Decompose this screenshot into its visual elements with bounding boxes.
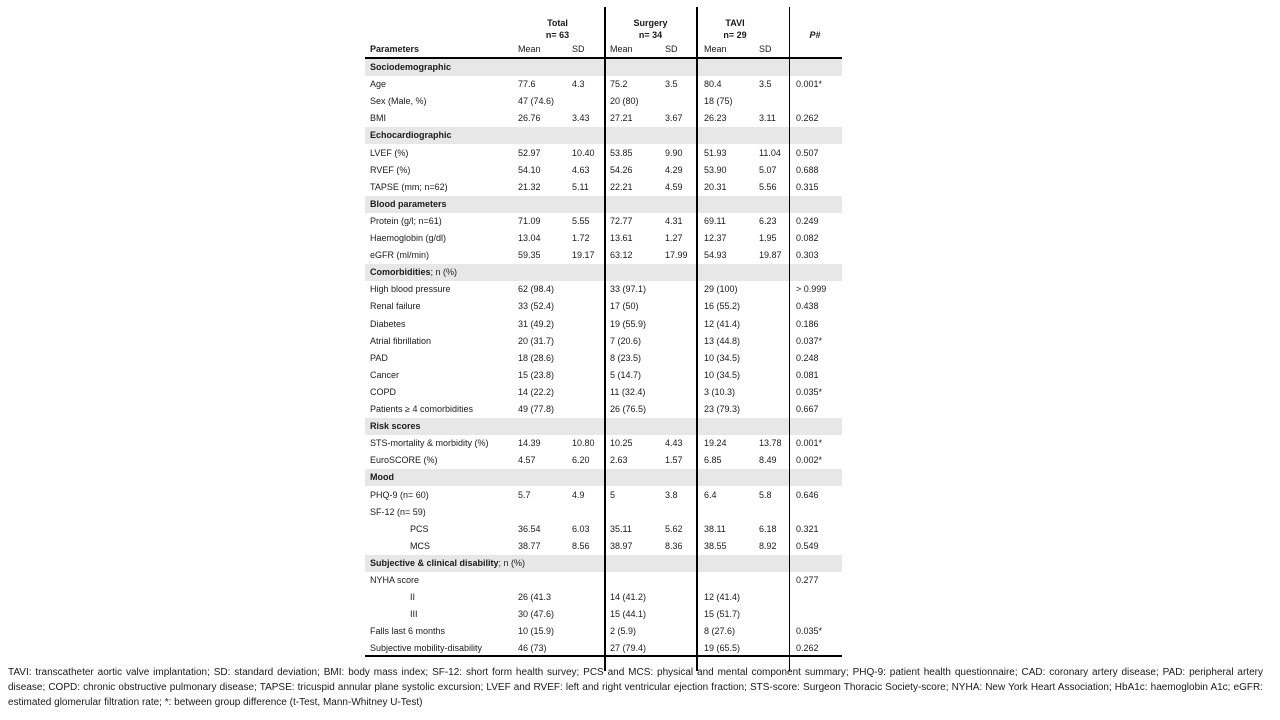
group-header-surgery [608, 17, 693, 41]
tavi-sd-cell: 5.8 [759, 489, 772, 500]
mean-header: Mean [610, 44, 633, 54]
parameters-header: Parameters [370, 44, 420, 54]
surgery-mean-cell: 11 (32.4) [610, 386, 646, 397]
p-value-cell: 0.001* [796, 79, 823, 90]
p-value-cell: 0.667 [796, 404, 819, 414]
parameter-label: EuroSCORE (%) [370, 455, 438, 466]
total-sd-cell: 5.55 [572, 215, 590, 226]
total-mean-cell: 15 (23.8) [518, 369, 555, 380]
p-value-cell: 0.438 [796, 301, 819, 312]
parameter-label: High blood pressure [370, 284, 451, 295]
group-n: n= 63 [545, 30, 570, 40]
p-value-cell: 0.262 [796, 113, 819, 124]
parameter-label: Protein (g/l; n=61) [370, 215, 442, 226]
total-sd-cell: 4.3 [572, 79, 585, 90]
tavi-sd-cell: 5.56 [759, 181, 777, 192]
p-value-cell: 0.262 [796, 643, 819, 654]
group-n: n= 29 [723, 30, 747, 40]
total-mean-cell: 36.54 [518, 523, 541, 534]
section-title [370, 127, 452, 144]
parameter-label: Age [370, 79, 387, 90]
tavi-mean-cell: 19 (65.5) [704, 643, 741, 654]
tavi-mean-cell: 19.24 [704, 438, 727, 449]
section-title [370, 469, 394, 486]
p-value-cell: > 0.999 [796, 284, 827, 295]
total-sd-cell: 10.80 [572, 438, 595, 449]
group-name: Surgery [633, 18, 668, 28]
p-value-cell: 0.248 [796, 352, 819, 363]
surgery-mean-cell: 19 (55.9) [610, 318, 647, 329]
tavi-sd-cell: 8.92 [759, 540, 777, 551]
total-sd-cell: 4.9 [572, 489, 585, 500]
surgery-sd-cell: 4.29 [665, 164, 683, 175]
tavi-sd-cell: 5.07 [759, 164, 777, 175]
group-n: n= 34 [638, 30, 663, 40]
surgery-mean-cell: 75.2 [610, 79, 628, 90]
tavi-mean-cell: 8 (27.6) [704, 626, 736, 637]
tavi-mean-cell: 12 (41.4) [704, 318, 741, 329]
group-name: TAVI [725, 18, 745, 28]
tavi-mean-cell: 69.11 [704, 215, 726, 226]
surgery-mean-cell: 53.85 [610, 147, 633, 158]
surgery-mean-cell: 5 [610, 489, 616, 500]
tavi-mean-cell: 53.90 [704, 164, 727, 175]
tavi-sd-cell: 3.5 [759, 79, 772, 90]
p-value-cell: 0.277 [796, 575, 819, 585]
parameter-label: PAD [370, 352, 388, 363]
total-sd-cell: 19.17 [572, 250, 595, 261]
parameter-label: Atrial fibrillation [370, 335, 432, 346]
total-mean-cell: 33 (52.4) [518, 301, 555, 312]
section-label: Blood parameters [370, 198, 447, 209]
section-label: Sociodemographic [370, 62, 452, 72]
tavi-mean-cell: 3 (10.3) [704, 386, 736, 397]
tavi-mean-cell: 54.93 [704, 250, 727, 261]
mean-header: Mean [518, 44, 541, 54]
total-mean-cell: 21.32 [518, 181, 541, 192]
parameter-label: RVEF (%) [370, 164, 411, 175]
p-value-cell: 0.315 [796, 181, 819, 192]
p-value-cell: 0.035* [796, 386, 823, 397]
total-mean-cell: 59.35 [518, 250, 541, 261]
surgery-sd-cell: 1.57 [665, 455, 683, 466]
section-label-extra: ; n (%) [498, 557, 526, 568]
surgery-sd-cell: 3.5 [665, 79, 678, 90]
parameter-label: Haemoglobin (g/dl) [370, 233, 447, 243]
tavi-mean-cell: 29 (100) [704, 284, 738, 295]
surgery-sd-cell: 5.62 [665, 523, 683, 534]
bottom-rule [365, 655, 842, 657]
total-mean-cell: 49 (77.8) [518, 404, 555, 414]
surgery-mean-cell: 63.12 [610, 250, 633, 261]
surgery-mean-cell: 13.61 [610, 233, 633, 243]
p-value-cell: 0.081 [796, 369, 819, 380]
total-mean-cell: 26 (41.3 [518, 592, 552, 603]
total-mean-cell: 4.57 [518, 455, 536, 466]
tavi-mean-cell: 13 (44.8) [704, 335, 741, 346]
surgery-mean-cell: 33 (97.1) [610, 284, 647, 295]
p-value-cell: 0.321 [796, 523, 819, 534]
p-value-cell: 0.507 [796, 147, 819, 158]
parameter-label: MCS [410, 540, 430, 551]
tavi-sd-cell: 19.87 [759, 250, 782, 261]
tavi-mean-cell: 15 (51.7) [704, 609, 741, 620]
parameter-label: TAPSE (mm; n=62) [370, 181, 448, 192]
parameter-label: Patients ≥ 4 comorbidities [370, 404, 473, 414]
parameter-label: PHQ-9 (n= 60) [370, 489, 429, 500]
surgery-mean-cell: 2 (5.9) [610, 626, 637, 637]
sd-header: SD [759, 44, 772, 54]
column-divider [604, 7, 606, 671]
surgery-mean-cell: 26 (76.5) [610, 404, 647, 414]
surgery-mean-cell: 35.11 [610, 523, 632, 534]
mean-header: Mean [704, 44, 727, 54]
total-mean-cell: 5.7 [518, 489, 531, 500]
parameter-label: Cancer [370, 369, 400, 380]
surgery-sd-cell: 9.90 [665, 147, 683, 158]
table-footnote: TAVI: transcatheter aortic valve implantation; SD: standard deviation; BMI: body mass index; SF-12: short form health survey; PCS and MCS: physical and mental component summary; PHQ-9: patient health questionnaire; CAD: coronary artery disease; PAD: peripheral artery disease; COPD: chronic obstructive pulmonary disease; TAPSE: tricuspid annular plane systolic excursion; LVEF and RVEF: left and right ventricular ejection fraction; STS-score: Surgeon Thoracic Society-score; NYHA: New York Heart Association; HbA1c: haemoglobin A1c; eGFR: estimated glomerular filtration rate; *: between group difference (t-Test, Mann-Whitney U-Test) [8, 667, 1263, 708]
total-mean-cell: 46 (73) [518, 643, 547, 654]
sd-header: SD [665, 44, 678, 54]
tavi-mean-cell: 12 (41.4) [704, 592, 741, 603]
tavi-mean-cell: 38.11 [704, 523, 726, 534]
surgery-mean-cell: 15 (44.1) [610, 609, 647, 620]
surgery-mean-cell: 10.25 [610, 438, 633, 449]
sd-header: SD [572, 44, 585, 54]
surgery-sd-cell: 4.43 [665, 438, 683, 449]
total-mean-cell: 30 (47.6) [518, 609, 555, 620]
p-value-cell: 0.688 [796, 164, 819, 175]
tavi-mean-cell: 26.23 [704, 113, 727, 124]
p-value-cell: 0.082 [796, 233, 819, 243]
parameter-label: SF-12 (n= 59) [370, 506, 426, 517]
total-mean-cell: 47 (74.6) [518, 96, 555, 107]
tavi-sd-cell: 6.18 [759, 523, 777, 534]
total-mean-cell: 52.97 [518, 147, 541, 158]
parameter-label: Diabetes [370, 318, 406, 329]
total-sd-cell: 6.20 [572, 455, 590, 466]
section-label: Echocardiographic [370, 130, 452, 141]
surgery-mean-cell: 38.97 [610, 540, 633, 551]
tavi-sd-cell: 8.49 [759, 455, 777, 466]
total-mean-cell: 13.04 [518, 233, 541, 243]
p-value-cell: 0.249 [796, 215, 819, 226]
tavi-sd-cell: 11.04 [759, 147, 781, 158]
total-sd-cell: 10.40 [572, 147, 595, 158]
total-mean-cell: 31 (49.2) [518, 318, 555, 329]
parameter-label: II [410, 592, 416, 603]
surgery-sd-cell: 1.27 [665, 233, 683, 243]
surgery-mean-cell: 27.21 [610, 113, 633, 124]
section-title [370, 196, 447, 213]
parameter-label: Falls last 6 months [370, 626, 446, 637]
tavi-mean-cell: 12.37 [704, 233, 727, 243]
tavi-mean-cell: 80.4 [704, 79, 722, 90]
parameter-label: LVEF (%) [370, 147, 409, 158]
parameter-label: NYHA score [370, 575, 420, 585]
surgery-sd-cell: 8.36 [665, 540, 683, 551]
tavi-mean-cell: 18 (75) [704, 96, 733, 107]
surgery-mean-cell: 14 (41.2) [610, 592, 647, 603]
column-divider [696, 7, 698, 671]
p-value-cell: 0.303 [796, 250, 819, 261]
tavi-mean-cell: 16 (55.2) [704, 301, 741, 312]
p-value-cell: 0.186 [796, 318, 819, 329]
total-sd-cell: 6.03 [572, 523, 590, 534]
total-sd-cell: 3.43 [572, 113, 590, 124]
tavi-mean-cell: 51.93 [704, 147, 727, 158]
tavi-mean-cell: 6.85 [704, 455, 722, 466]
total-sd-cell: 8.56 [572, 540, 590, 551]
surgery-mean-cell: 22.21 [610, 181, 633, 192]
surgery-sd-cell: 3.67 [665, 113, 683, 124]
p-value-cell: 0.035* [796, 626, 823, 637]
tavi-mean-cell: 20.31 [704, 181, 727, 192]
total-mean-cell: 10 (15.9) [518, 626, 555, 637]
section-label: Comorbidities [370, 267, 431, 278]
total-mean-cell: 62 (98.4) [518, 284, 555, 295]
surgery-sd-cell: 4.59 [665, 181, 683, 192]
surgery-mean-cell: 8 (23.5) [610, 352, 642, 363]
surgery-mean-cell: 20 (80) [610, 96, 639, 107]
p-value-cell: 0.002* [796, 455, 823, 466]
total-sd-cell: 5.11 [572, 181, 589, 192]
parameter-label: BMI [370, 113, 387, 124]
surgery-mean-cell: 72.77 [610, 215, 633, 226]
parameter-label: Sex (Male, %) [370, 96, 427, 107]
group-header-total [515, 17, 600, 41]
tavi-mean-cell: 23 (79.3) [704, 404, 741, 414]
group-header-tavi [695, 17, 775, 41]
group-name: Total [547, 18, 568, 28]
p-value-header: P# [809, 30, 821, 40]
surgery-mean-cell: 2.63 [610, 455, 628, 466]
parameter-label: eGFR (ml/min) [370, 250, 429, 261]
section-label: Risk scores [370, 421, 421, 432]
total-mean-cell: 18 (28.6) [518, 352, 555, 363]
tavi-sd-cell: 6.23 [759, 215, 777, 226]
total-mean-cell: 38.77 [518, 540, 541, 551]
total-mean-cell: 14 (22.2) [518, 386, 555, 397]
section-title [370, 59, 451, 76]
tavi-sd-cell: 1.95 [759, 233, 777, 243]
parameter-label: COPD [370, 386, 397, 397]
total-sd-cell: 4.63 [572, 164, 590, 175]
p-value-cell: 0.001* [796, 438, 823, 449]
parameter-label: Subjective mobility-disability [370, 643, 483, 654]
surgery-mean-cell: 54.26 [610, 164, 633, 175]
section-title [370, 418, 421, 435]
total-mean-cell: 26.76 [518, 113, 541, 124]
total-mean-cell: 14.39 [518, 438, 541, 449]
surgery-mean-cell: 27 (79.4) [610, 643, 647, 654]
tavi-mean-cell: 10 (34.5) [704, 352, 741, 363]
tavi-sd-cell: 3.11 [759, 113, 776, 124]
total-mean-cell: 54.10 [518, 164, 541, 175]
section-label-extra: ; n (%) [430, 267, 458, 278]
section-title [370, 555, 525, 572]
parameter-label: PCS [410, 523, 429, 534]
section-label: Subjective & clinical disability [370, 557, 499, 568]
tavi-mean-cell: 38.55 [704, 540, 727, 551]
p-value-cell: 0.037* [796, 335, 823, 346]
surgery-mean-cell: 5 (14.7) [610, 369, 642, 380]
tavi-mean-cell: 10 (34.5) [704, 369, 741, 380]
total-mean-cell: 71.09 [518, 215, 541, 226]
column-divider [789, 7, 790, 671]
total-mean-cell: 20 (31.7) [518, 335, 555, 346]
total-sd-cell: 1.72 [572, 233, 590, 243]
surgery-sd-cell: 4.31 [665, 215, 683, 226]
surgery-mean-cell: 7 (20.6) [610, 335, 642, 346]
parameter-label: III [410, 609, 418, 620]
surgery-sd-cell: 17.99 [665, 250, 688, 261]
parameter-label: STS-mortality & morbidity (%) [370, 438, 489, 449]
parameter-label: Renal failure [370, 301, 421, 312]
section-label: Mood [370, 472, 394, 483]
p-value-cell: 0.549 [796, 540, 819, 551]
tavi-sd-cell: 13.78 [759, 438, 782, 449]
total-mean-cell: 77.6 [518, 79, 536, 90]
tavi-mean-cell: 6.4 [704, 489, 717, 500]
surgery-mean-cell: 17 (50) [610, 301, 639, 312]
section-title [370, 264, 457, 281]
p-value-cell: 0.646 [796, 489, 819, 500]
surgery-sd-cell: 3.8 [665, 489, 678, 500]
